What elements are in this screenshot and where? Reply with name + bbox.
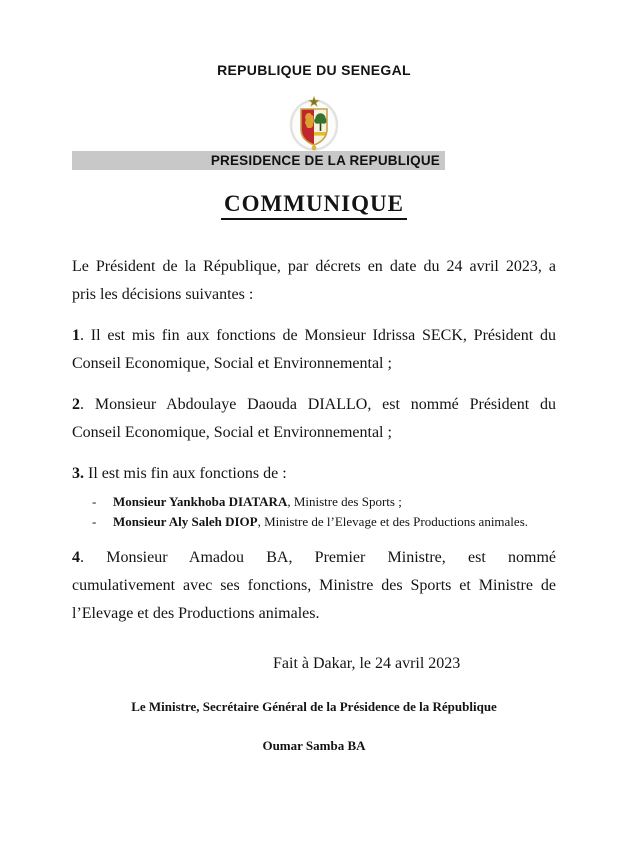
emblem-container <box>0 93 628 151</box>
decision-item-4: 4. Monsieur Amadou BA, Premier Ministre, est nommé cumulativement avec ses fonctions, Ministre des Sports et Ministre de l’Elevage et des Productions animales. <box>72 549 556 622</box>
document-title: COMMUNIQUE <box>221 191 407 220</box>
signatory-title: Le Ministre, Secrétaire Général de la Présidence de la République <box>131 699 497 714</box>
place-date: Fait à Dakar, le 24 avril 2023 <box>273 655 461 672</box>
decision-item-3: 3. Il est mis fin aux fonctions de : <box>72 465 287 482</box>
dismissal-list <box>72 492 556 532</box>
list-item-diatara <box>72 492 556 512</box>
country-title: REPUBLIQUE DU SENEGAL <box>217 62 411 78</box>
presidency-title: PRESIDENCE DE LA REPUBLIQUE <box>210 153 440 168</box>
dash-marker: - <box>92 494 97 509</box>
signatory-name: Oumar Samba BA <box>262 738 366 753</box>
pendant-medal-icon <box>312 146 316 150</box>
document-body <box>72 253 556 628</box>
dash-marker: - <box>92 514 97 529</box>
senegal-coat-of-arms-icon <box>286 93 342 151</box>
intro-paragraph: Le Président de la République, par décrets en date du 24 avril 2023, a pris les décisions suivantes : <box>72 258 556 303</box>
decision-item-1: 1. Il est mis fin aux fonctions de Monsieur Idrissa SECK, Président du Conseil Economique, Social et Environnemental ; <box>72 327 556 372</box>
list-item-text: Monsieur Aly Saleh DIOP, Ministre de l’Elevage et des Productions animales. <box>113 514 528 529</box>
presidency-banner <box>72 151 445 170</box>
decision-item-2: 2. Monsieur Abdoulaye Daouda DIALLO, est nommé Président du Conseil Economique, Social et Environnemental ; <box>72 396 556 441</box>
list-item-text: Monsieur Yankhoba DIATARA, Ministre des Sports ; <box>113 494 402 509</box>
list-item-diop <box>72 512 556 532</box>
